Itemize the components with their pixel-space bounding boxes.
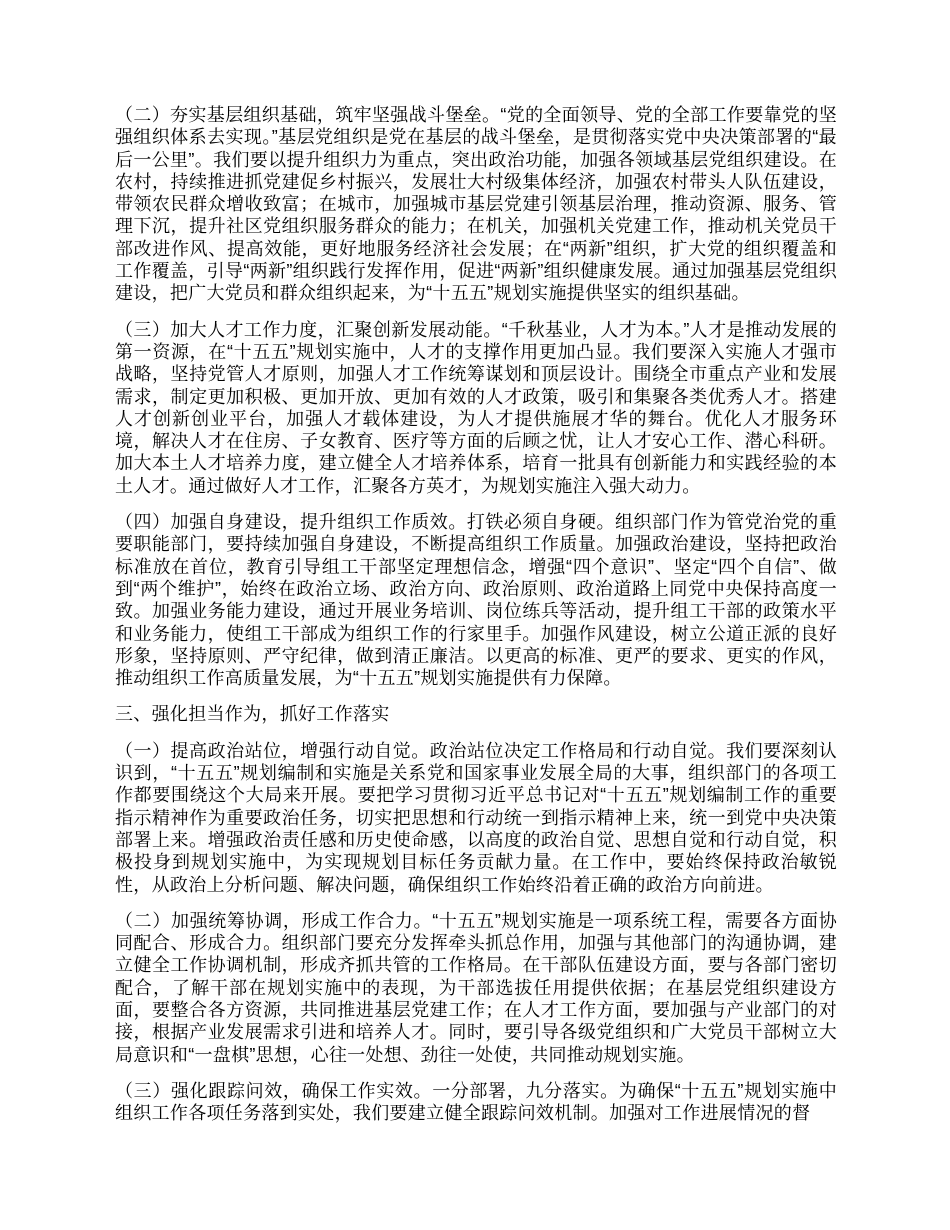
document-body xyxy=(115,104,837,1138)
paragraph: （三）强化跟踪问效，确保工作实效。一分部署，九分落实。为确保“十五五”规划实施中组织工作各项任务落到实处，我们要建立健全跟踪问效机制。加强对工作进展情况的督 xyxy=(115,1080,837,1124)
paragraph: （二）夯实基层组织基础，筑牢坚强战斗堡垒。“党的全面领导、党的全部工作要靠党的坚强组织体系去实现。”基层党组织是党在基层的战斗堡垒，是贯彻落实党中央决策部署的“最后一公里”。我们要以提升组织力为重点，突出政治功能，加强各领域基层党组织建设。在农村，持续推进抓党建促乡村振兴，发展壮大村级集体经济，加强农村带头人队伍建设，带领农民群众增收致富；在城市，加强城市基层党建引领基层治理，推动资源、服务、管理下沉，提升社区党组织服务群众的能力；在机关，加强机关党建工作，推动机关党员干部改进作风、提高效能，更好地服务经济社会发展；在“两新”组织，扩大党的组织覆盖和工作覆盖，引导“两新”组织践行发挥作用，促进“两新”组织健康发展。通过加强基层党组织建设，把广大党员和群众组织起来，为“十五五”规划实施提供坚实的组织基础。 xyxy=(115,105,837,304)
section-heading: 三、强化担当作为，抓好工作落实 xyxy=(115,704,390,725)
paragraph: （二）加强统筹协调，形成工作合力。“十五五”规划实施是一项系统工程，需要各方面协同配合、形成合力。组织部门要充分发挥牵头抓总作用，加强与其他部门的沟通协调，建立健全工作协调机制，形成齐抓共管的工作格局。在干部队伍建设方面，要与各部门密切配合，了解干部在规划实施中的表现，为干部选拔任用提供依据；在基层党组织建设方面，要整合各方资源，共同推进基层党建工作；在人才工作方面，要加强与产业部门的对接，根据产业发展需求引进和培养人才。同时，要引导各级党组织和广大党员干部树立大局意识和“一盘棋”思想，心往一处想、劲往一处使，共同推动规划实施。 xyxy=(115,910,837,1065)
paragraph: （三）加大人才工作力度，汇聚创新发展动能。“千秋基业，人才为本。”人才是推动发展的第一资源，在“十五五”规划实施中，人才的支撑作用更加凸显。我们要深入实施人才强市战略，坚持党管人才原则，加强人才工作统筹谋划和顶层设计。围绕全市重点产业和发展需求，制定更加积极、更加开放、更加有效的人才政策，吸引和集聚各类优秀人才。搭建人才创新创业平台，加强人才载体建设，为人才提供施展才华的舞台。优化人才服务环境，解决人才在住房、子女教育、医疗等方面的后顾之忧，让人才安心工作、潜心科研。加大本土人才培养力度，建立健全人才培养体系，培育一批具有创新能力和实践经验的本土人才。通过做好人才工作，汇聚各方英才，为规划实施注入强大动力。 xyxy=(115,319,837,496)
paragraph: （一）提高政治站位，增强行动自觉。政治站位决定工作格局和行动自觉。我们要深刻认识到，“十五五”规划编制和实施是关系党和国家事业发展全局的大事，组织部门的各项工作都要围绕这个大局来开展。要把学习贯彻习近平总书记对“十五五”规划编制工作的重要指示精神作为重要政治任务，切实把思想和行动统一到指示精神上来，统一到党中央决策部署上来。增强政治责任感和历史使命感，以高度的政治自觉、思想自觉和行动自觉，积极投身到规划实施中，为实现规划目标任务贡献力量。在工作中，要始终保持政治敏锐性，从政治上分析问题、解决问题，确保组织工作始终沿着正确的政治方向前进。 xyxy=(115,740,837,895)
paragraph: （四）加强自身建设，提升组织工作质效。打铁必须自身硬。组织部门作为管党治党的重要职能部门，要持续加强自身建设，不断提高组织工作质量。加强政治建设，坚持把政治标准放在首位，教育引导组工干部坚定理想信念，增强“四个意识”、坚定“四个自信”、做到“两个维护”，始终在政治立场、政治方向、政治原则、政治道路上同党中央保持高度一致。加强业务能力建设，通过开展业务培训、岗位练兵等活动，提升组工干部的政策水平和业务能力，使组工干部成为组织工作的行家里手。加强作风建设，树立公道正派的良好形象，坚持原则、严守纪律，做到清正廉洁。以更高的标准、更严的要求、更实的作风，推动组织工作高质量发展，为“十五五”规划实施提供有力保障。 xyxy=(115,512,837,689)
